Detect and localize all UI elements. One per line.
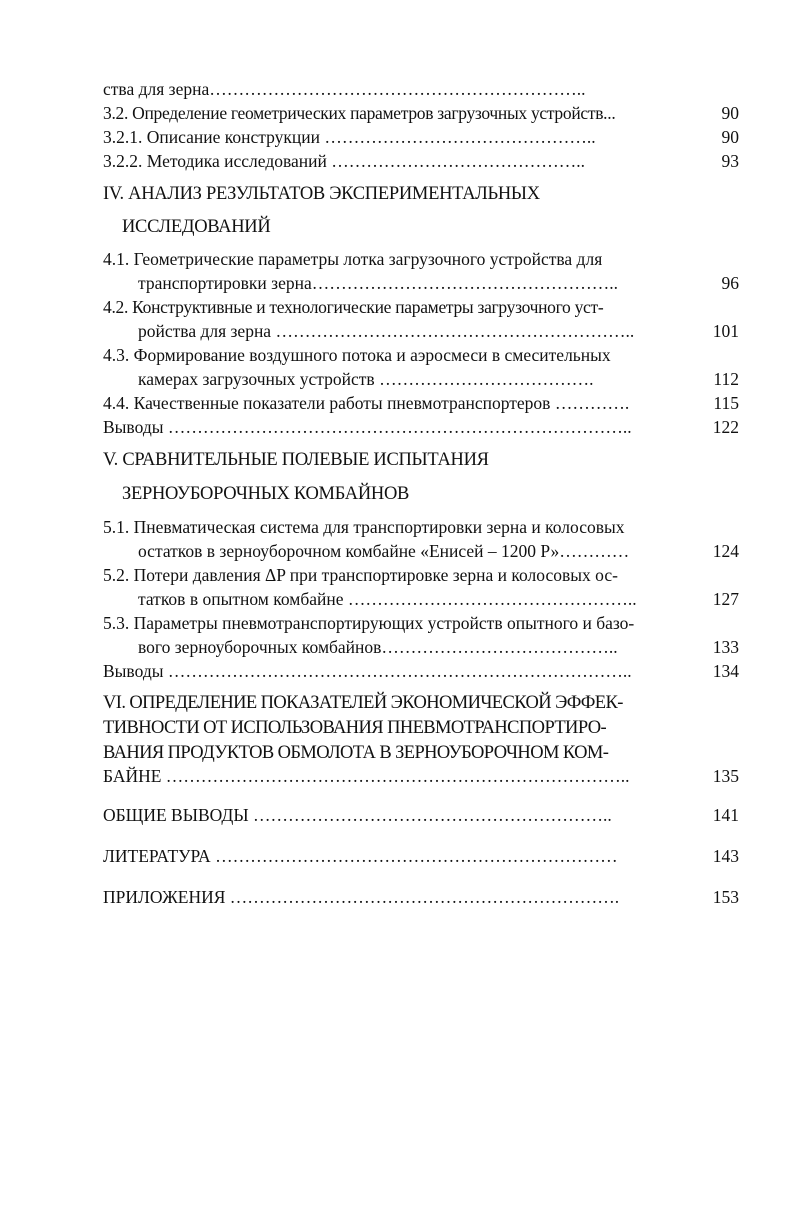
toc-line: Выводы …………………………………………………………………….. <box>103 417 632 437</box>
chapter-heading: ЗЕРНОУБОРОЧНЫХ КОМБАЙНОВ <box>122 484 410 504</box>
toc-line: ства для зерна……………………………………………………….. <box>103 79 586 99</box>
toc-page-number: 127 <box>712 589 739 609</box>
toc-page-number: 115 <box>713 393 739 413</box>
toc-line: БАЙНЕ …………………………………………………………………….. <box>103 766 630 786</box>
toc-line: 3.2.1. Описание конструкции ……………………………………….. <box>103 127 596 147</box>
toc-page-number: 133 <box>712 637 739 657</box>
toc-line: 4.3. Формирование воздушного потока и аэросмеси в смесительных <box>103 345 611 365</box>
toc-line: 4.1. Геометрические параметры лотка загрузочного устройства для <box>103 249 603 269</box>
toc-line: вого зерноуборочных комбайнов………………………………….. <box>138 637 618 657</box>
toc-page-number: 93 <box>721 151 739 171</box>
toc-page-number: 134 <box>712 661 739 681</box>
chapter-heading: IV. АНАЛИЗ РЕЗУЛЬТАТОВ ЭКСПЕРИМЕНТАЛЬНЫХ <box>103 184 540 204</box>
chapter-heading: ТИВНОСТИ ОТ ИСПОЛЬЗОВАНИЯ ПНЕВМОТРАНСПОРТИРО- <box>103 718 607 738</box>
toc-line: 3.2.2. Методика исследований …………………………………….. <box>103 151 586 171</box>
chapter-heading: VI. ОПРЕДЕЛЕНИЕ ПОКАЗАТЕЛЕЙ ЭКОНОМИЧЕСКОЙ ЭФФЕК- <box>103 693 623 713</box>
toc-line: ОБЩИЕ ВЫВОДЫ …………………………………………………….. <box>103 805 612 825</box>
toc-line: камерах загрузочных устройств ………………………………. <box>138 369 594 389</box>
toc-line: 5.2. Потери давления ΔP при транспортировке зерна и колосовых ос- <box>103 565 618 585</box>
toc-line: Выводы …………………………………………………………………….. <box>103 661 632 681</box>
toc-line: остатков в зерноуборочном комбайне «Енисей – 1200 Р»………… <box>138 541 630 561</box>
chapter-heading: ВАНИЯ ПРОДУКТОВ ОБМОЛОТА В ЗЕРНОУБОРОЧНОМ КОМ- <box>103 743 609 763</box>
chapter-heading: V. СРАВНИТЕЛЬНЫЕ ПОЛЕВЫЕ ИСПЫТАНИЯ <box>103 450 489 470</box>
toc-line: 4.4. Качественные показатели работы пневмотранспортеров …………. <box>103 393 630 413</box>
toc-page-number: 122 <box>712 417 739 437</box>
toc-line: татков в опытном комбайне ………………………………………….. <box>138 589 637 609</box>
toc-page-number: 112 <box>713 369 739 389</box>
toc-line: 3.2. Определение геометрических параметров загрузочных устройств... <box>103 103 616 123</box>
toc-page-number: 153 <box>712 887 739 907</box>
toc-line: ПРИЛОЖЕНИЯ …………………………………………………………. <box>103 887 620 907</box>
toc-line: 4.2. Конструктивные и технологические параметры загрузочного уст- <box>103 297 604 317</box>
toc-page-number: 90 <box>721 103 739 123</box>
toc-page-number: 96 <box>721 273 739 293</box>
toc-page-number: 90 <box>721 127 739 147</box>
chapter-heading: ИССЛЕДОВАНИЙ <box>122 217 271 237</box>
toc-page-number: 124 <box>712 541 739 561</box>
toc-line: транспортировки зерна…………………………………………….. <box>138 273 618 293</box>
toc-line: 5.3. Параметры пневмотранспортирующих устройств опытного и базо- <box>103 613 635 633</box>
toc-line: ройства для зерна …………………………………………………….. <box>138 321 635 341</box>
toc-page-number: 141 <box>712 805 739 825</box>
toc-page-number: 143 <box>712 846 739 866</box>
toc-line: ЛИТЕРАТУРА …………………………………………………………… <box>103 846 618 866</box>
toc-page-number: 101 <box>712 321 739 341</box>
toc-page-number: 135 <box>712 766 739 786</box>
toc-line: 5.1. Пневматическая система для транспортировки зерна и колосовых <box>103 517 625 537</box>
